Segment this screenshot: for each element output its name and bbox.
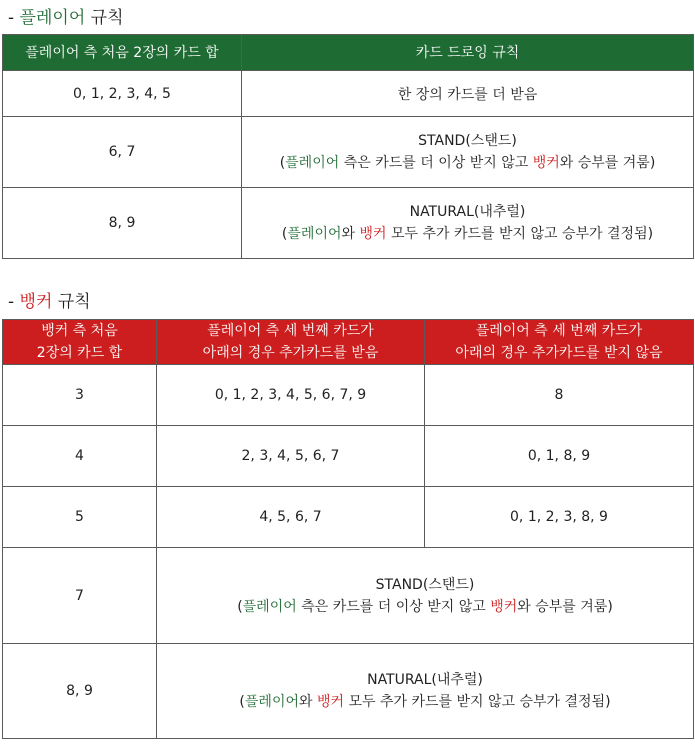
table-row bbox=[3, 117, 694, 188]
table-header-row bbox=[3, 35, 694, 71]
rule-description: (플레이어와 뱅커 모두 추가 카드를 받지 않고 승부가 결정됨) bbox=[239, 694, 611, 710]
sum-cell: 7 bbox=[3, 548, 157, 644]
table-row bbox=[3, 487, 694, 548]
banker-rules-table bbox=[2, 319, 694, 739]
heading-accent: 플레이어 bbox=[19, 8, 86, 28]
table-row bbox=[3, 188, 694, 259]
sum-cell: 3 bbox=[3, 365, 157, 426]
sum-cell: 8, 9 bbox=[3, 644, 157, 739]
rule-cell bbox=[242, 188, 694, 259]
player-word: 플레이어 bbox=[242, 598, 297, 615]
rule-title: NATURAL(내추럴) bbox=[409, 204, 526, 220]
player-word: 플레이어 bbox=[285, 155, 340, 171]
rule-title: STAND(스탠드) bbox=[418, 133, 517, 149]
banker-word: 뱅커 bbox=[359, 226, 387, 242]
heading-rest: 규칙 bbox=[52, 292, 91, 312]
nodraw-cell: 8 bbox=[425, 365, 694, 426]
sum-cell: 6, 7 bbox=[3, 117, 242, 188]
table-row bbox=[3, 365, 694, 426]
banker-word: 뱅커 bbox=[316, 694, 345, 710]
rule-cell: 한 장의 카드를 더 받음 bbox=[242, 71, 694, 117]
heading-dash: - bbox=[8, 292, 20, 312]
banker-word: 뱅커 bbox=[490, 598, 518, 615]
player-rules-heading bbox=[8, 6, 124, 30]
sum-cell: 4 bbox=[3, 426, 157, 487]
table-header-row bbox=[3, 320, 694, 365]
rule-title: STAND(스탠드) bbox=[375, 576, 475, 593]
heading-rest: 규칙 bbox=[85, 8, 124, 28]
heading-dash: - bbox=[8, 8, 20, 28]
draw-cell: 2, 3, 4, 5, 6, 7 bbox=[157, 426, 425, 487]
draw-cell: 4, 5, 6, 7 bbox=[157, 487, 425, 548]
table-row bbox=[3, 71, 694, 117]
sum-cell: 0, 1, 2, 3, 4, 5 bbox=[3, 71, 242, 117]
player-rules-table bbox=[2, 34, 694, 259]
header-cell: 카드 드로잉 규칙 bbox=[242, 35, 694, 71]
rule-cell bbox=[157, 644, 694, 739]
rule-description: (플레이어와 뱅커 모두 추가 카드를 받지 않고 승부가 결정됨) bbox=[281, 226, 654, 242]
banker-word: 뱅커 bbox=[532, 155, 560, 171]
rule-description: (플레이어 측은 카드를 더 이상 받지 않고 뱅커와 승부를 겨룸) bbox=[237, 598, 613, 615]
header-cell: 플레이어 측 처음 2장의 카드 합 bbox=[3, 35, 242, 71]
rule-description: (플레이어 측은 카드를 더 이상 받지 않고 뱅커와 승부를 겨룸) bbox=[279, 155, 656, 171]
table-row bbox=[3, 548, 694, 644]
header-cell: 뱅커 측 처음 2장의 카드 합 bbox=[3, 320, 157, 365]
heading-accent: 뱅커 bbox=[19, 292, 53, 312]
rule-cell bbox=[242, 117, 694, 188]
table-row bbox=[3, 426, 694, 487]
banker-rules-heading bbox=[8, 290, 91, 314]
nodraw-cell: 0, 1, 2, 3, 8, 9 bbox=[425, 487, 694, 548]
rule-title: NATURAL(내추럴) bbox=[367, 672, 483, 688]
nodraw-cell: 0, 1, 8, 9 bbox=[425, 426, 694, 487]
header-cell: 플레이어 측 세 번째 카드가 아래의 경우 추가카드를 받음 bbox=[157, 320, 425, 365]
player-word: 플레이어 bbox=[244, 694, 299, 710]
table-row bbox=[3, 644, 694, 739]
player-word: 플레이어 bbox=[287, 226, 342, 242]
sum-cell: 8, 9 bbox=[3, 188, 242, 259]
header-cell: 플레이어 측 세 번째 카드가 아래의 경우 추가카드를 받지 않음 bbox=[425, 320, 694, 365]
draw-cell: 0, 1, 2, 3, 4, 5, 6, 7, 9 bbox=[157, 365, 425, 426]
sum-cell: 5 bbox=[3, 487, 157, 548]
rule-cell bbox=[157, 548, 694, 644]
